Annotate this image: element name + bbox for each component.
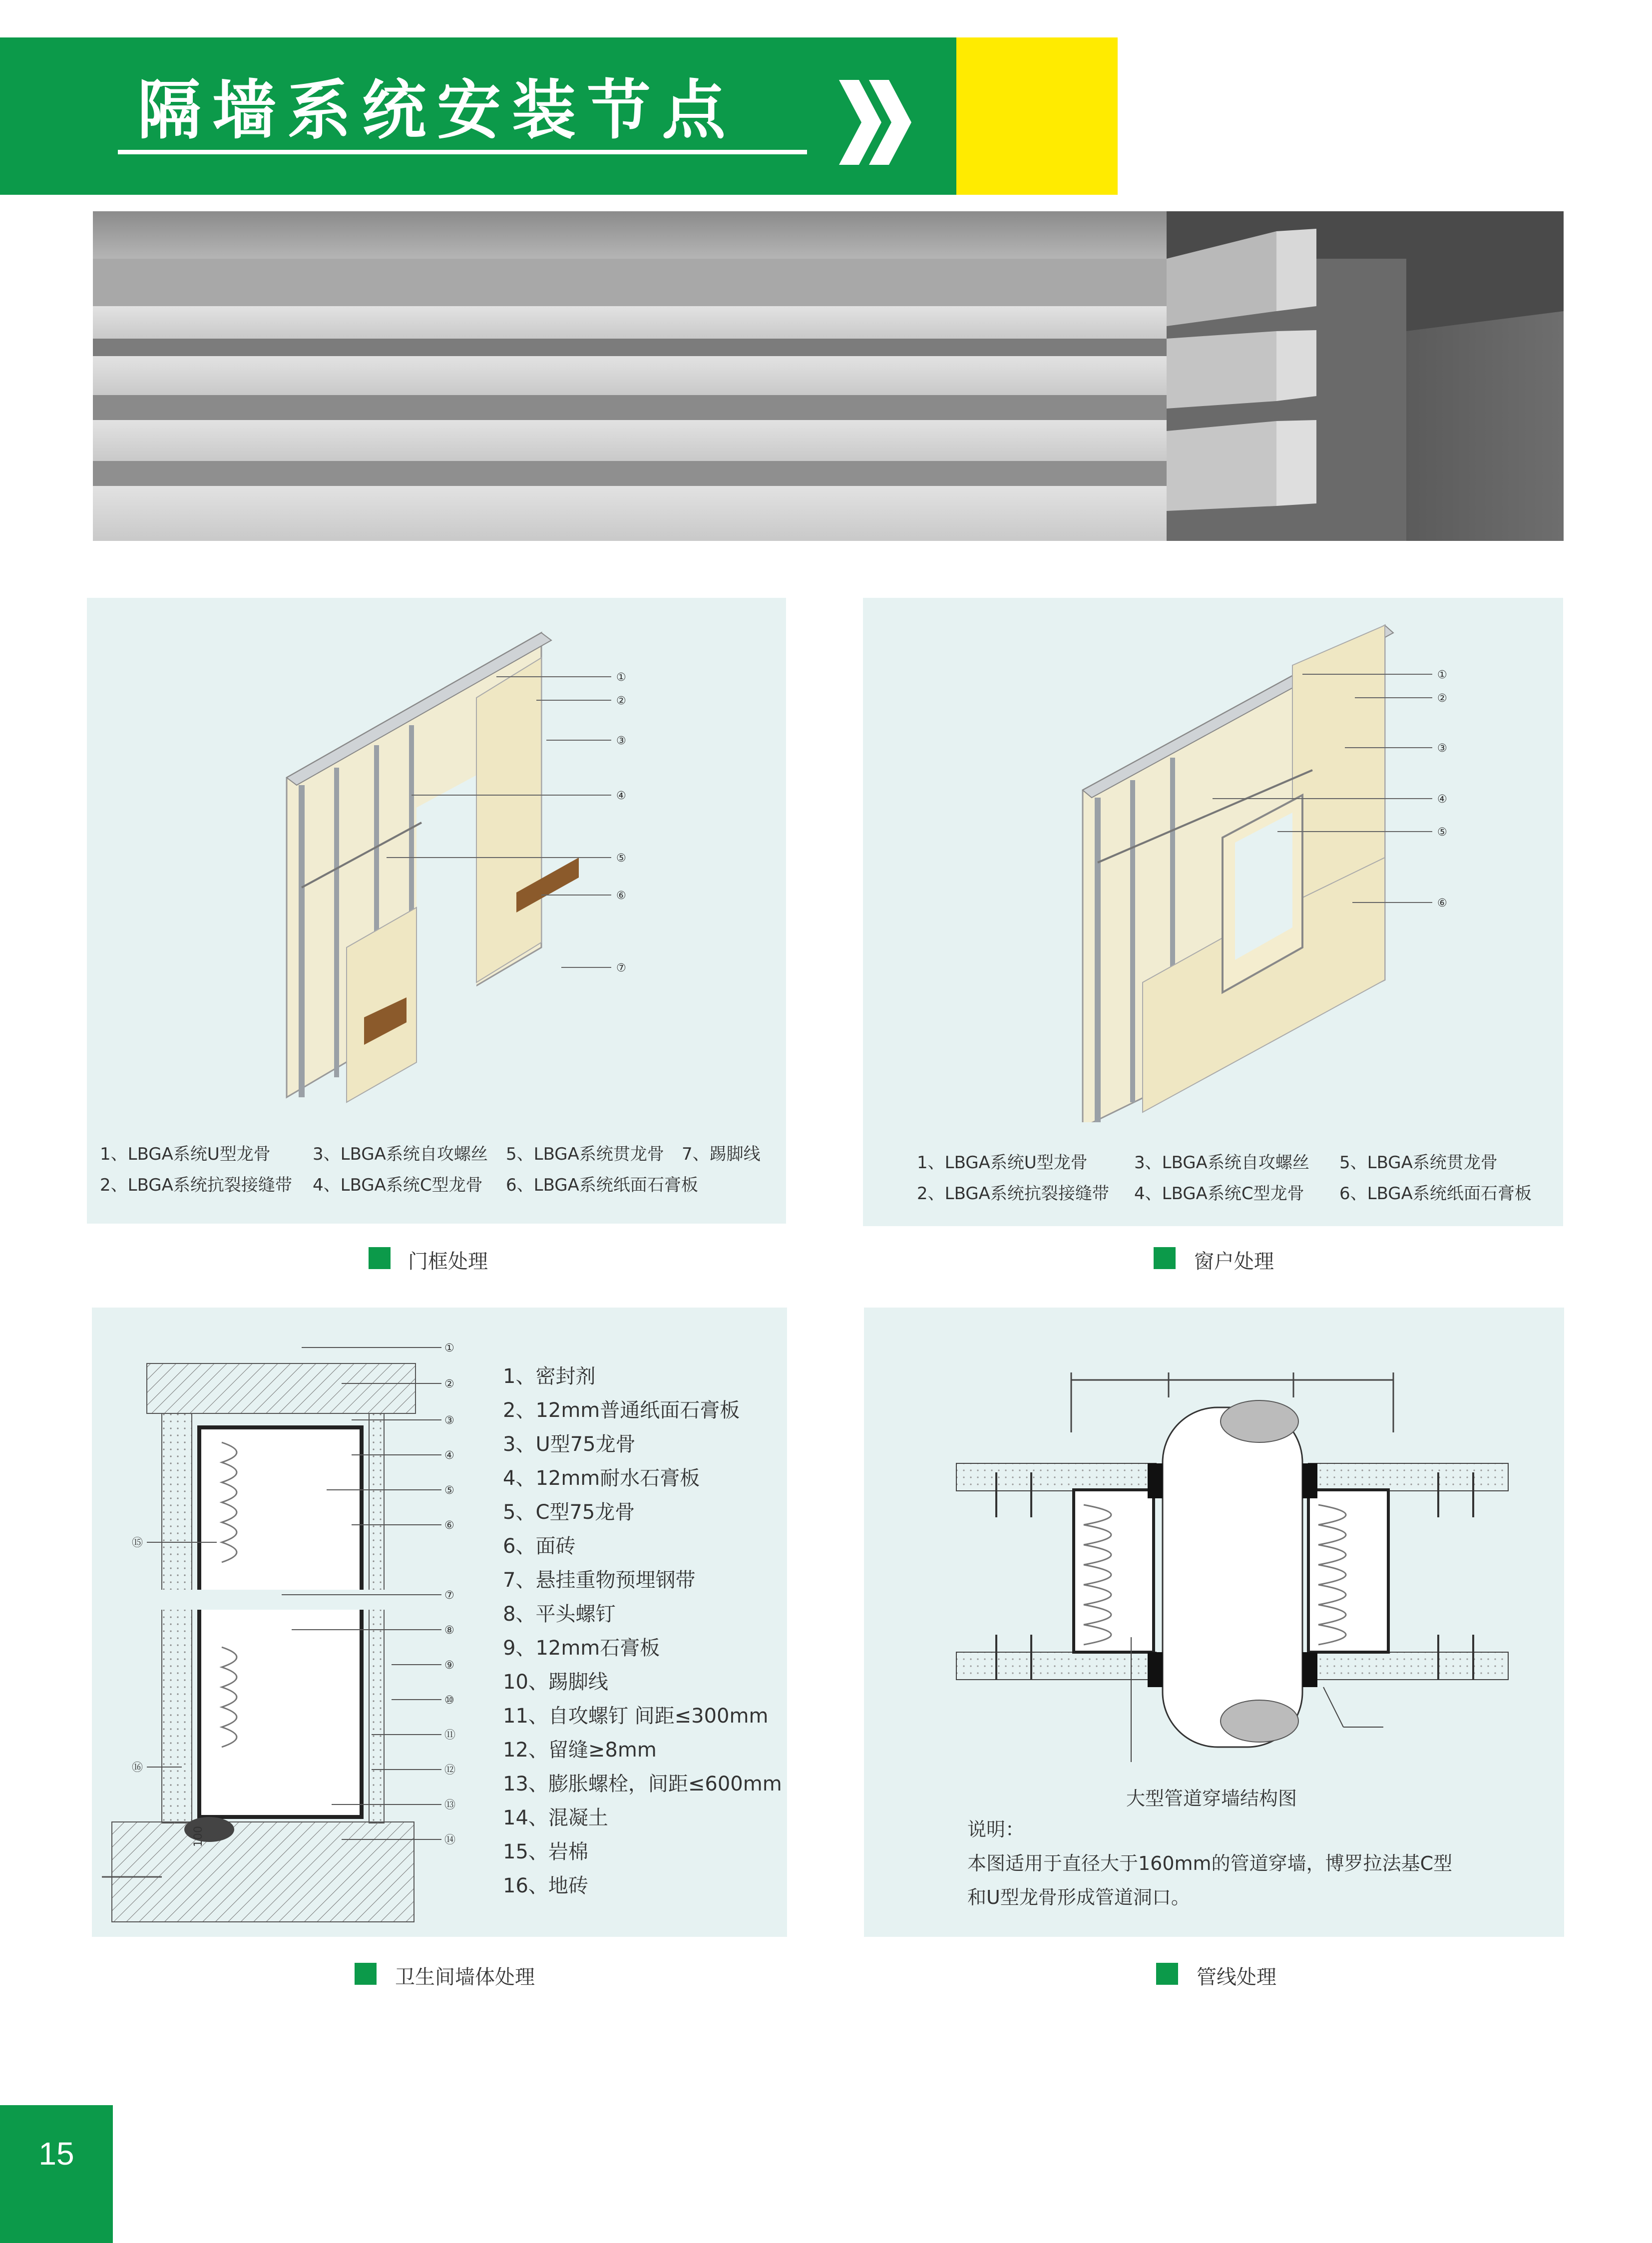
list-item: 9、12mm石膏板	[503, 1637, 660, 1660]
double-chevron-right-icon	[839, 80, 914, 165]
callout-window-2: ②	[1437, 692, 1447, 705]
pipe-diagram-title: 大型管道穿墙结构图	[1126, 1788, 1297, 1809]
list-item: 4、12mm耐水石膏板	[503, 1467, 700, 1490]
window-legend-1: 1、LBGA系统U型龙骨	[917, 1153, 1088, 1173]
title-underline	[118, 150, 807, 154]
list-item: 14、混凝土	[503, 1806, 608, 1829]
bath-callout-16: ⑯	[132, 1762, 143, 1774]
callout-window-5: ⑤	[1437, 826, 1447, 839]
list-item: 10、踢脚线	[503, 1671, 608, 1694]
door-legend-2: 2、LBGA系统抗裂接缝带	[100, 1175, 292, 1195]
caption-square-icon	[1154, 1247, 1176, 1269]
bath-callout-15: ⑮	[132, 1537, 143, 1549]
bath-callout-12: ⑫	[444, 1764, 456, 1777]
list-item: 2、12mm普通纸面石膏板	[503, 1399, 740, 1422]
bath-callout-9: ⑨	[444, 1659, 454, 1672]
bath-callout-10: ⑩	[444, 1694, 454, 1707]
callout-door-7: ⑦	[616, 962, 626, 974]
bath-callout-2: ②	[444, 1378, 454, 1390]
page-number-box	[0, 2105, 113, 2243]
window-legend-2: 2、LBGA系统抗裂接缝带	[917, 1184, 1109, 1204]
list-item: 6、面砖	[503, 1535, 576, 1558]
callout-door-3: ③	[616, 735, 626, 747]
window-legend-4: 4、LBGA系统C型龙骨	[1134, 1184, 1304, 1204]
bath-callout-11: ⑪	[444, 1729, 456, 1742]
pipe-note-line-2: 和U型龙骨形成管道洞口。	[967, 1886, 1190, 1908]
callout-door-5: ⑤	[616, 852, 626, 865]
callout-window-3: ③	[1437, 742, 1447, 755]
door-legend-7: 7、踢脚线	[682, 1144, 761, 1164]
bathroom-wall-diagram	[92, 1308, 476, 1937]
pipe-note-line-1: 本图适用于直径大于160mm的管道穿墙，博罗拉法基C型	[967, 1852, 1453, 1874]
callout-window-6: ⑥	[1437, 897, 1447, 909]
partition-wall-photo	[93, 211, 1564, 541]
bathroom-caption: 卫生间墙体处理	[395, 1966, 535, 1989]
bath-callout-7: ⑦	[444, 1589, 454, 1602]
bath-callout-8: ⑧	[444, 1624, 454, 1637]
door-legend-1: 1、LBGA系统U型龙骨	[100, 1144, 271, 1164]
list-item: 13、膨胀螺栓，间距≤600mm	[503, 1773, 782, 1795]
header-accent-block	[956, 37, 1118, 195]
list-item: 7、悬挂重物预埋钢带	[503, 1569, 696, 1592]
door-legend-6: 6、LBGA系统纸面石膏板	[506, 1175, 698, 1195]
bath-callout-1: ①	[444, 1342, 454, 1354]
door-legend-5: 5、LBGA系统贯龙骨	[506, 1144, 664, 1164]
window-legend-3: 3、LBGA系统自攻螺丝	[1134, 1153, 1309, 1173]
bath-callout-4: ④	[444, 1449, 454, 1462]
callout-window-4: ④	[1437, 793, 1447, 806]
list-item: 8、平头螺钉	[503, 1603, 616, 1626]
pipe-penetration-diagram	[864, 1308, 1564, 1787]
list-item: 3、U型75龙骨	[503, 1433, 636, 1456]
callout-door-2: ②	[616, 695, 626, 707]
bath-callout-14: ⑭	[444, 1834, 456, 1846]
door-frame-diagram	[87, 598, 786, 1122]
list-item: 5、C型75龙骨	[503, 1501, 635, 1524]
window-legend-5: 5、LBGA系统贯龙骨	[1339, 1153, 1498, 1173]
window-caption: 窗户处理	[1194, 1250, 1274, 1273]
pipe-caption: 管线处理	[1197, 1966, 1276, 1989]
bath-callout-13: ⑬	[444, 1799, 456, 1811]
callout-door-1: ①	[616, 671, 626, 684]
page-number: 15	[38, 2136, 74, 2172]
caption-square-icon	[1156, 1963, 1178, 1985]
dimension-label: 100	[192, 1826, 205, 1847]
caption-square-icon	[355, 1963, 377, 1985]
door-legend-3: 3、LBGA系统自攻螺丝	[313, 1144, 488, 1164]
bath-callout-3: ③	[444, 1414, 454, 1427]
list-item: 11、自攻螺钉 间距≤300mm	[503, 1705, 769, 1728]
pipe-note-label: 说明：	[967, 1818, 1025, 1840]
door-caption: 门框处理	[408, 1250, 488, 1273]
callout-door-4: ④	[616, 790, 626, 802]
bathroom-items-list	[503, 1359, 782, 1903]
bath-callout-5: ⑤	[444, 1484, 454, 1497]
list-item: 15、岩棉	[503, 1840, 588, 1863]
window-legend-6: 6、LBGA系统纸面石膏板	[1339, 1184, 1532, 1204]
window-diagram	[863, 598, 1563, 1122]
caption-square-icon	[369, 1247, 391, 1269]
list-item: 1、密封剂	[503, 1365, 596, 1388]
list-item: 12、留缝≥8mm	[503, 1739, 657, 1762]
callout-door-6: ⑥	[616, 890, 626, 902]
page-title: 隔墙系统安装节点	[137, 73, 737, 148]
list-item: 16、地砖	[503, 1874, 588, 1897]
door-legend-4: 4、LBGA系统C型龙骨	[313, 1175, 483, 1195]
callout-window-1: ①	[1437, 669, 1447, 681]
bath-callout-6: ⑥	[444, 1519, 454, 1532]
